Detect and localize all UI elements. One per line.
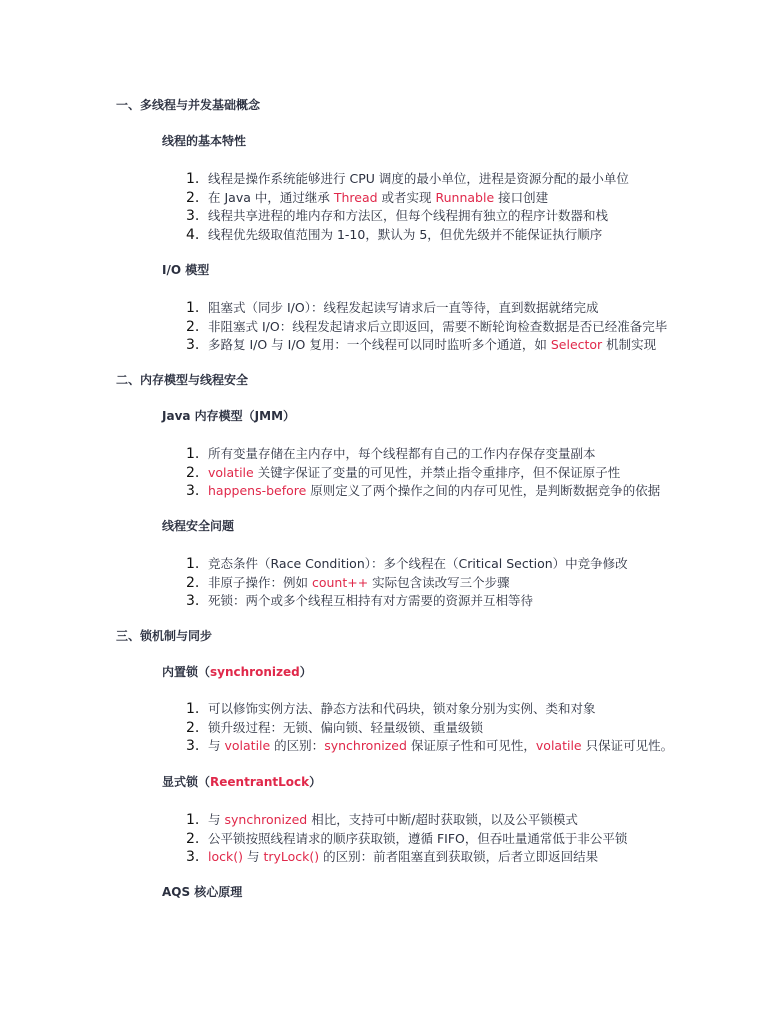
list-item-text: 阻塞式（同步 I/O）：线程发起读写请求后一直等待，直到数据就绪完成 (208, 300, 599, 315)
list-number: 3. (186, 738, 200, 755)
list-item (186, 554, 628, 572)
list-item (186, 169, 629, 187)
section-heading: 三、锁机制与同步 (116, 629, 213, 643)
list-item (186, 335, 656, 353)
subsection-heading: 线程的基本特性 (162, 134, 247, 148)
list-item-text: 多路复 I/O 与 I/O 复用：一个线程可以同时监听多个通道，如 Selector 机制实现 (208, 337, 657, 353)
subsection-heading: Java 内存模型（JMM） (162, 409, 296, 423)
list-number: 3. (186, 849, 200, 866)
list-item-text: 死锁：两个或多个线程互相持有对方需要的资源并互相等待 (208, 593, 534, 609)
list-item (186, 829, 627, 847)
list-item-text: 线程优先级取值范围为 1-10，默认为 5，但优先级并不能保证执行顺序 (208, 227, 603, 243)
subsection-heading: I/O 模型 (162, 263, 210, 277)
list-item-text: 与 volatile 的区别：synchronized 保证原子性和可见性，volatile 只保证可见性。 (208, 738, 674, 754)
list-item-text: 线程共享进程的堆内存和方法区，但每个线程拥有独立的程序计数器和栈 (208, 208, 609, 224)
list-number: 4. (186, 227, 200, 244)
subsection-heading: AQS 核心原理 (162, 885, 243, 899)
list-item (186, 463, 620, 481)
list-item-text: happens-before 原则定义了两个操作之间的内存可见性，是判断数据竞争的依据 (208, 483, 661, 499)
list-number: 1. (186, 556, 200, 572)
list-item-text: lock() 与 tryLock() 的区别：前者阻塞直到获取锁，后者立即返回结果 (208, 849, 599, 865)
list-item-text: volatile 关键字保证了变量的可见性，并禁止指令重排序，但不保证原子性 (208, 464, 621, 480)
list-number: 3. (186, 208, 200, 225)
list-number: 1. (186, 446, 200, 462)
subsection-heading: 显式锁（ReentrantLock） (162, 775, 322, 789)
subsection-heading: 线程安全问题 (162, 519, 235, 533)
list-item (186, 810, 578, 828)
list-number: 2. (186, 464, 200, 481)
list-item-text: 公平锁按照线程请求的顺序获取锁，遵循 FIFO，但吞吐量通常低于非公平锁 (208, 830, 628, 846)
subsection-heading: 内置锁（synchronized） (162, 665, 312, 679)
list-item (186, 317, 667, 335)
list-item (186, 847, 598, 865)
list-number: 2. (186, 318, 200, 335)
list-item-text: 所有变量存储在主内存中，每个线程都有自己的工作内存保存变量副本 (208, 446, 596, 461)
list-item-text: 非阻塞式 I/O：线程发起请求后立即返回，需要不断轮询检查数据是否已经准备完毕 (208, 318, 668, 334)
list-item (186, 736, 673, 754)
list-number: 1. (186, 171, 200, 187)
list-number: 2. (186, 574, 200, 591)
list-number: 1. (186, 701, 200, 717)
list-number: 2. (186, 189, 200, 206)
list-number: 3. (186, 593, 200, 610)
list-item-text: 在 Java 中，通过继承 Thread 或者实现 Runnable 接口创建 (208, 189, 549, 205)
list-item-text: 与 synchronized 相比，支持可中断/超时获取锁，以及公平锁模式 (208, 812, 578, 827)
list-item (186, 206, 608, 224)
list-item-text: 线程是操作系统能够进行 CPU 调度的最小单位，进程是资源分配的最小单位 (208, 171, 629, 186)
list-item (186, 188, 548, 206)
list-item-text: 非原子操作：例如 count++ 实际包含读改写三个步骤 (208, 574, 510, 590)
list-item (186, 225, 602, 243)
list-item (186, 573, 510, 591)
list-number: 1. (186, 812, 200, 828)
list-item-text: 竞态条件（Race Condition）：多个线程在（Critical Section）中竞争修改 (208, 556, 628, 571)
list-item-text: 可以修饰实例方法、静态方法和代码块，锁对象分别为实例、类和对象 (208, 701, 596, 716)
section-heading: 二、内存模型与线程安全 (116, 373, 249, 387)
list-item-text: 锁升级过程：无锁、偏向锁、轻量级锁、重量级锁 (208, 719, 484, 735)
list-item (186, 718, 483, 736)
section-heading: 一、多线程与并发基础概念 (116, 98, 261, 112)
list-number: 1. (186, 300, 200, 316)
list-number: 2. (186, 719, 200, 736)
list-item (186, 481, 660, 499)
list-item (186, 699, 596, 717)
list-number: 2. (186, 830, 200, 847)
list-item (186, 444, 596, 462)
list-number: 3. (186, 483, 200, 500)
list-number: 3. (186, 337, 200, 354)
list-item (186, 591, 533, 609)
list-item (186, 298, 598, 316)
